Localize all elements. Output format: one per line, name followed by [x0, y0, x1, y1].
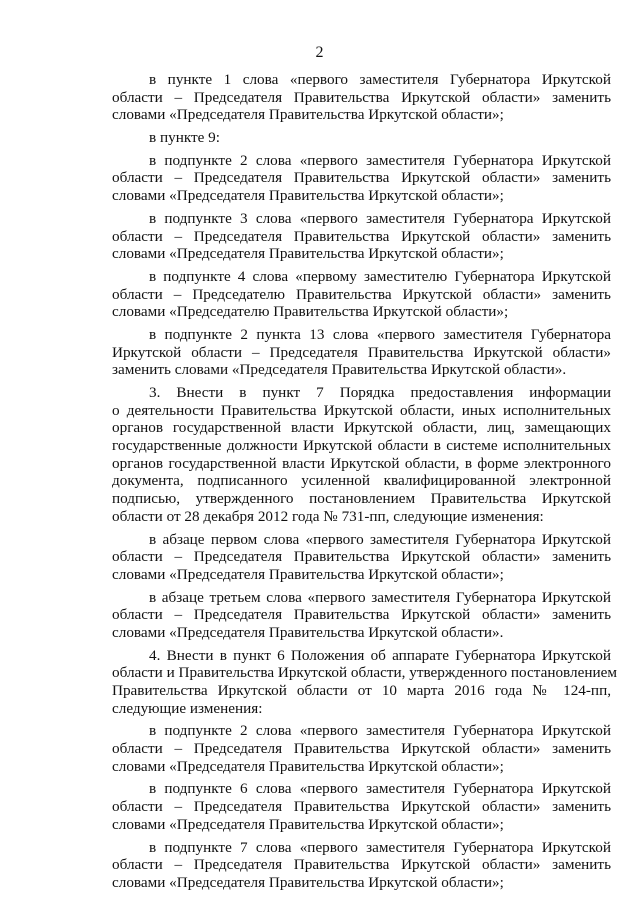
text-line: словами «Председателя Правительства Иркутской области»; [112, 245, 504, 263]
text-line: словами «Председателя Правительства Иркутской области»; [112, 565, 504, 583]
text-line: следующие изменения: [112, 699, 263, 717]
text-line: в пункте 1 слова «первого заместителя Губернатора Иркутской [149, 71, 611, 88]
text-line: словами «Председателя Правительства Иркутской области». [112, 623, 504, 641]
paragraph [112, 646, 617, 718]
text-line: в пункте 9: [149, 129, 220, 147]
text-line: документа, подписанного усиленной квалифицированной электронной [112, 472, 611, 490]
text-line: области – Председателя Правительства Иркутской области» заменить [112, 606, 611, 624]
text-line: Правительства Иркутской области от 10 марта 2016 года № 124-пп, [112, 682, 611, 699]
text-line: о деятельности Правительства Иркутской области, иных исполнительных [112, 401, 611, 419]
text-line: области – Председателя Правительства Иркутской области» заменить [112, 548, 611, 566]
paragraph [112, 780, 611, 833]
text-line: словами «Председателя Правительства Иркутской области»; [112, 757, 504, 775]
text-line: Иркутской области – Председателя Правительства Иркутской области» [112, 343, 611, 361]
text-line: области – Председателя Правительства Иркутской области» заменить [112, 227, 611, 245]
paragraph [112, 210, 611, 263]
text-line: области и Правительства Иркутской области, утвержденного постановлением [112, 664, 617, 682]
text-line: 3. Внести в пункт 7 Порядка предоставления информации [149, 384, 611, 401]
paragraph [112, 152, 611, 205]
paragraph [112, 384, 611, 526]
text-line: в подпункте 3 слова «первого заместителя Губернатора Иркутской [149, 209, 611, 227]
text-line: словами «Председателя Правительства Иркутской области»; [112, 873, 504, 891]
paragraph [112, 531, 611, 584]
page-number: 2 [315, 44, 324, 61]
text-line: в абзаце первом слова «первого заместителя Губернатора Иркутской [149, 530, 611, 548]
paragraph [112, 589, 611, 642]
text-line: заменить словами «Председателя Правительства Иркутской области». [112, 361, 567, 379]
paragraph [112, 839, 611, 892]
document-body [112, 71, 617, 897]
paragraph [112, 129, 611, 147]
text-line: подписью, утвержденного постановлением Правительства Иркутской [112, 490, 611, 508]
text-line: в подпункте 6 слова «первого заместителя Губернатора Иркутской [149, 780, 611, 798]
paragraph [112, 326, 611, 379]
text-line: органов государственной власти Иркутской области, лиц, замещающих [112, 419, 611, 437]
text-line: словами «Председателя Правительства Иркутской области»; [112, 815, 504, 833]
text-line: области – Председателя Правительства Иркутской области» заменить [112, 88, 611, 106]
text-line: органов государственной власти Иркутской области, в форме электронного [112, 454, 611, 472]
paragraph [112, 722, 611, 775]
text-line: в подпункте 2 пункта 13 слова «первого заместителя Губернатора [149, 325, 611, 343]
paragraph [112, 71, 611, 124]
text-line: области – Председателя Правительства Иркутской области» заменить [112, 740, 611, 758]
text-line: в подпункте 2 слова «первого заместителя Губернатора Иркутской [149, 722, 611, 740]
text-line: словами «Председателя Правительства Иркутской области»; [112, 106, 504, 124]
text-line: словами «Председателю Правительства Иркутской области»; [112, 303, 509, 321]
text-line: словами «Председателя Правительства Иркутской области»; [112, 187, 504, 205]
text-line: 4. Внести в пункт 6 Положения об аппарате Губернатора Иркутской [149, 646, 611, 664]
text-line: области – Председателя Правительства Иркутской области» заменить [112, 856, 611, 874]
text-line: области – Председателя Правительства Иркутской области» заменить [112, 169, 611, 187]
text-line: в подпункте 4 слова «первому заместителю Губернатора Иркутской [149, 267, 611, 285]
text-line: государственные должности Иркутской области в системе исполнительных [112, 437, 611, 455]
text-line: области – Председателю Правительства Иркутской области» заменить [112, 285, 611, 303]
text-line: области – Председателя Правительства Иркутской области» заменить [112, 798, 611, 816]
text-line: в абзаце третьем слова «первого заместителя Губернатора Иркутской [149, 588, 611, 606]
text-line: в подпункте 2 слова «первого заместителя Губернатора Иркутской [149, 151, 611, 169]
paragraph [112, 268, 611, 321]
text-line: области от 28 декабря 2012 года № 731-пп, следующие изменения: [112, 507, 544, 525]
text-line: в подпункте 7 слова «первого заместителя Губернатора Иркутской [149, 838, 611, 856]
